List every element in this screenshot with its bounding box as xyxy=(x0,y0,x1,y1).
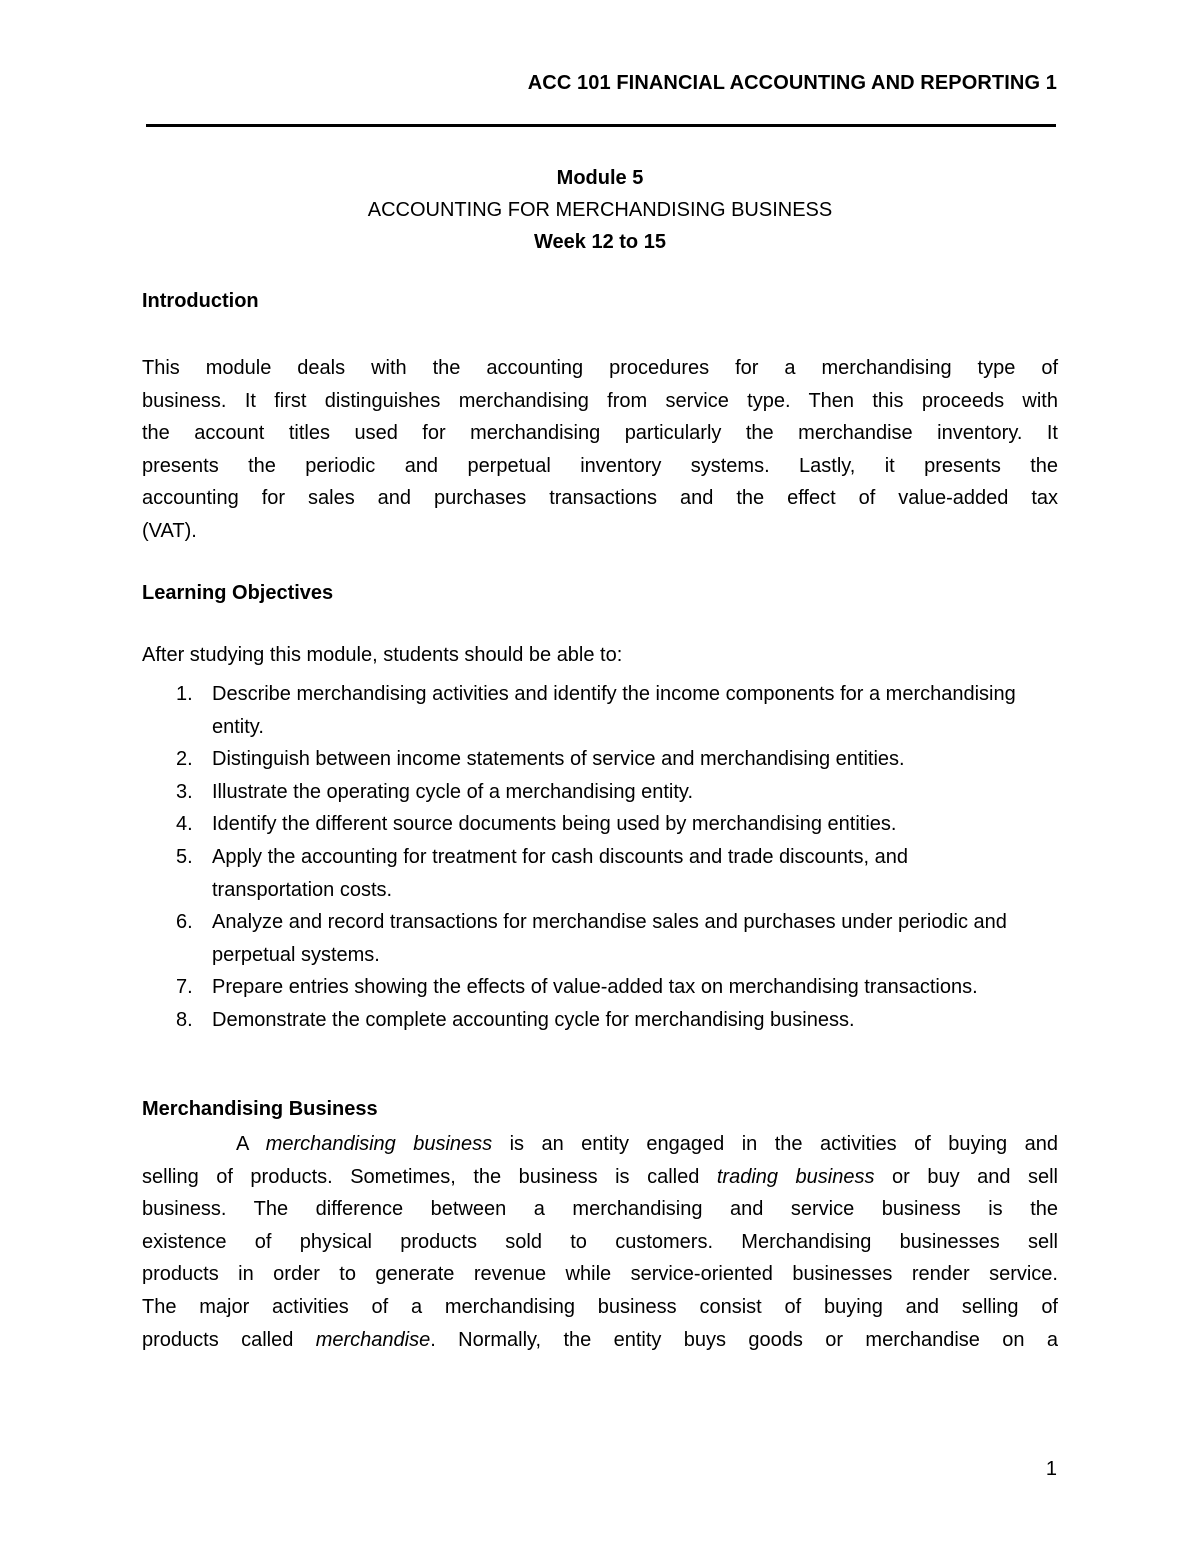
module-title: ACCOUNTING FOR MERCHANDISING BUSINESS xyxy=(367,199,833,221)
objective-number: 8. xyxy=(176,1008,193,1031)
introduction-line: (VAT). xyxy=(142,519,197,542)
objective-number: 7. xyxy=(176,976,193,999)
objective-text: Apply the accounting for treatment for cash discounts and trade discounts, and transportation costs. xyxy=(212,845,908,901)
merchandising-line xyxy=(142,1128,1058,1161)
introduction-paragraph xyxy=(142,352,1058,548)
objective-item xyxy=(142,1004,1058,1037)
objective-item xyxy=(142,808,1058,841)
introduction-heading: Introduction xyxy=(142,290,259,312)
objective-item xyxy=(142,678,1058,743)
text-run: is an entity engaged in the activities of buying and xyxy=(492,1133,1058,1155)
objectives-lead: After studying this module, students should be able to: xyxy=(142,644,623,666)
emphasis-term: merchandising business xyxy=(265,1133,493,1155)
introduction-line: the account titles used for merchandising particularly the merchandise inventory. It xyxy=(142,422,1058,445)
merchandising-line: existence of physical products sold to customers. Merchandising businesses sell xyxy=(142,1230,1058,1253)
merchandising-line: The major activities of a merchandising business consist of buying and selling of xyxy=(142,1295,1058,1318)
text-run: or buy and sell xyxy=(874,1165,1059,1188)
merchandising-business-heading: Merchandising Business xyxy=(142,1098,378,1120)
objective-number: 3. xyxy=(176,780,193,803)
page-number: 1 xyxy=(1045,1458,1057,1480)
objective-text: Demonstrate the complete accounting cycle for merchandising business. xyxy=(212,1008,855,1031)
introduction-line: This module deals with the accounting procedures for a merchandising type of xyxy=(142,357,1058,379)
merchandising-line xyxy=(142,1161,1058,1194)
objective-item xyxy=(142,971,1058,1004)
objective-item xyxy=(142,841,1058,906)
objective-text: Describe merchandising activities and identify the income components for a merchandising entity. xyxy=(212,683,1016,738)
introduction-line: business. It first distinguishes merchandising from service type. Then this proceeds with xyxy=(142,389,1058,412)
merchandising-line: business. The difference between a merchandising and service business is the xyxy=(142,1198,1058,1221)
objective-number: 1. xyxy=(176,683,193,705)
merchandising-business-paragraph xyxy=(142,1128,1058,1356)
emphasis-term: merchandise xyxy=(315,1328,431,1351)
introduction-line: accounting for sales and purchases transactions and the effect of value-added tax xyxy=(142,487,1058,510)
module-number: Module 5 xyxy=(556,167,644,189)
emphasis-term: trading business xyxy=(716,1165,875,1188)
objective-item xyxy=(142,906,1058,971)
objective-text: Illustrate the operating cycle of a merchandising entity. xyxy=(212,780,693,803)
objective-number: 5. xyxy=(176,845,193,868)
merchandising-line xyxy=(142,1324,1058,1357)
learning-objectives-heading: Learning Objectives xyxy=(142,582,334,604)
objective-number: 6. xyxy=(176,911,193,934)
objective-text: Prepare entries showing the effects of value-added tax on merchandising transactions. xyxy=(212,976,978,999)
text-run: A xyxy=(236,1133,266,1155)
header-rule xyxy=(146,124,1056,127)
module-title-block xyxy=(142,162,1058,258)
objective-number: 4. xyxy=(176,813,193,836)
introduction-line: presents the periodic and perpetual inventory systems. Lastly, it presents the xyxy=(142,454,1058,477)
merchandising-line: products in order to generate revenue while service-oriented businesses render service. xyxy=(142,1263,1058,1286)
objective-item xyxy=(142,743,1058,776)
objective-text: Distinguish between income statements of service and merchandising entities. xyxy=(212,748,905,771)
text-run: products called xyxy=(142,1328,316,1351)
text-run: . Normally, the entity buys goods or merchandise on a xyxy=(430,1328,1059,1351)
objective-number: 2. xyxy=(176,748,193,771)
objective-text: Identify the different source documents being used by merchandising entities. xyxy=(212,813,897,836)
objective-text: Analyze and record transactions for merchandise sales and purchases under periodic and perpetual systems. xyxy=(212,911,1007,966)
objective-item xyxy=(142,776,1058,809)
running-header: ACC 101 FINANCIAL ACCOUNTING AND REPORTING 1 xyxy=(527,72,1057,94)
text-run: selling of products. Sometimes, the business is called xyxy=(142,1165,717,1188)
objectives-list xyxy=(142,678,1058,1037)
module-weeks: Week 12 to 15 xyxy=(534,231,666,253)
